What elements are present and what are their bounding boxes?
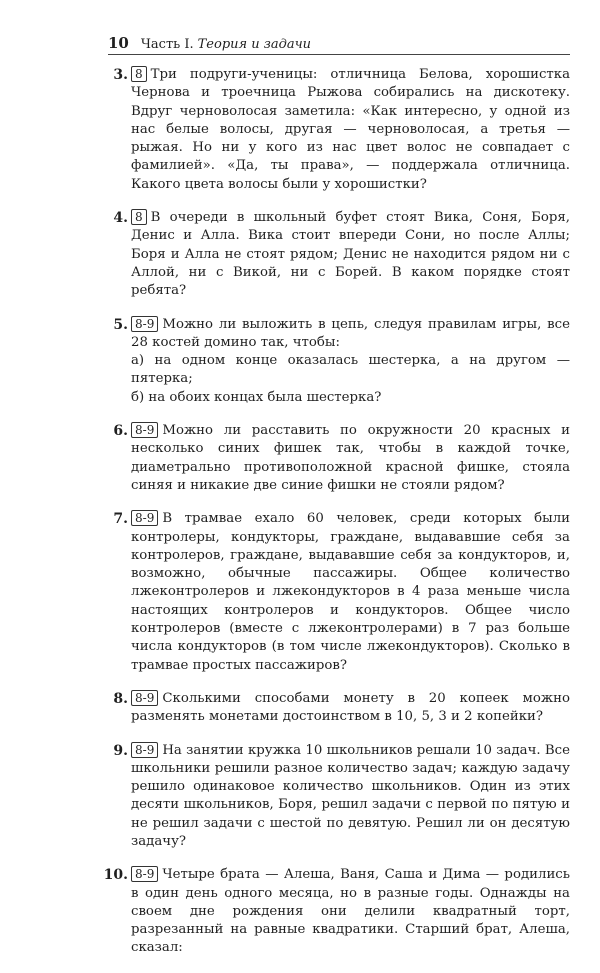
problem-text: Можно ли расставить по окружности 20 красных и несколько синих фишек так, чтобы в каждой точке, диаметрально противоположной красной фишке, стояла синяя и никакие две синие фишки не стояли рядом? <box>131 423 570 493</box>
part-label: Часть I. <box>140 37 194 52</box>
problem-text: В трамвае ехало 60 человек, среди которых были контролеры, кондукторы, граждане, выдававшие себя за контролеров, граждане, выдававшие себя за кондукторов, и, возможно, обычные пассажиры. Общее количество лжеконтролеров и лжекондукторов в 4 раза меньше числа настоящих контролеров и кондукторов. Общее число контролеров (вместе с лжеконтролерами) в 7 раз больше числа кондукторов (в том числе лжекондукторов). Сколько в трамвае простых пассажиров? <box>131 511 570 673</box>
grade-badge: 8-9 <box>131 690 158 706</box>
problem-number: 5. <box>113 316 128 333</box>
problem-text: Четыре брата — Алеша, Ваня, Саша и Дима — родились в один день одного месяца, но в разные годы. Однажды на своем дне рождения они делили квадратный торт, разрезанный на равные квадратики. Старший брат, Алеша, сказал: <box>131 867 570 956</box>
grade-badge: 8-9 <box>131 316 158 332</box>
page-number: 10 <box>108 34 129 52</box>
problem-number: 7. <box>113 511 128 528</box>
section-title: Теория и задачи <box>197 37 312 52</box>
grade-badge: 8-9 <box>131 422 158 438</box>
problem-7 <box>108 510 570 675</box>
problem-9 <box>108 742 570 852</box>
problem-number: 4. <box>113 210 128 227</box>
grade-badge: 8-9 <box>131 510 158 526</box>
running-header <box>108 34 570 52</box>
problem-number: 3. <box>113 67 128 83</box>
problem-text: На занятии кружка 10 школьников решали 10 задач. Все школьники решили разное количество задач; каждую задачу решило одинаковое количество школьников. Один из этих десяти школьников, Боря, решил задачи с первой по пятую и не решил задачи с шестой по девятую. Решил ли он десятую задачу? <box>131 742 570 849</box>
problem-number: 10. <box>103 867 128 884</box>
header-divider <box>108 54 570 55</box>
grade-badge: 8-9 <box>131 866 158 882</box>
problem-list <box>103 66 570 973</box>
grade-badge: 8-9 <box>131 742 158 758</box>
problem-3 <box>108 66 570 194</box>
problem-5 <box>108 316 570 407</box>
grade-badge: 8 <box>131 209 147 225</box>
problem-4 <box>108 209 570 300</box>
problem-number: 6. <box>113 423 128 440</box>
problem-8 <box>108 690 570 727</box>
sub-item-b: б) на обоих концах была шестерка? <box>131 389 382 405</box>
problem-6 <box>108 422 570 495</box>
problem-10 <box>103 866 570 957</box>
sub-item-a: а) на одном конце оказалась шестерка, а на другом — пятерка; <box>131 353 570 387</box>
problem-number: 8. <box>113 690 128 707</box>
problem-text: Три подруги-ученицы: отличница Белова, хорошистка Чернова и троечница Рыжова собирались на дискотеку. Вдруг черноволосая заметила: «Как интересно, у одной из нас белые волосы, другая — черноволосая, а третья — рыжая. Но ни у кого из нас цвет волос не совпадает с фамилией». «Да, ты права», — поддержала отличница. Какого цвета волосы были у хорошистки? <box>131 67 570 192</box>
problem-text: Сколькими способами монету в 20 копеек можно разменять монетами достоинством в 10, 5, 3 и 2 копейки? <box>131 690 570 725</box>
grade-badge: 8 <box>131 66 147 82</box>
problem-text: Можно ли выложить в цепь, следуя правилам игры, все 28 костей домино так, чтобы: <box>131 316 570 350</box>
problem-text: В очереди в школьный буфет стоят Вика, Соня, Боря, Денис и Алла. Вика стоит впереди Сони, но после Аллы; Боря и Алла не стоят рядом; Денис не находится рядом ни с Аллой, ни с Викой, ни с Борей. В каком порядке стоят ребята? <box>131 210 570 299</box>
problem-number: 9. <box>113 742 128 759</box>
